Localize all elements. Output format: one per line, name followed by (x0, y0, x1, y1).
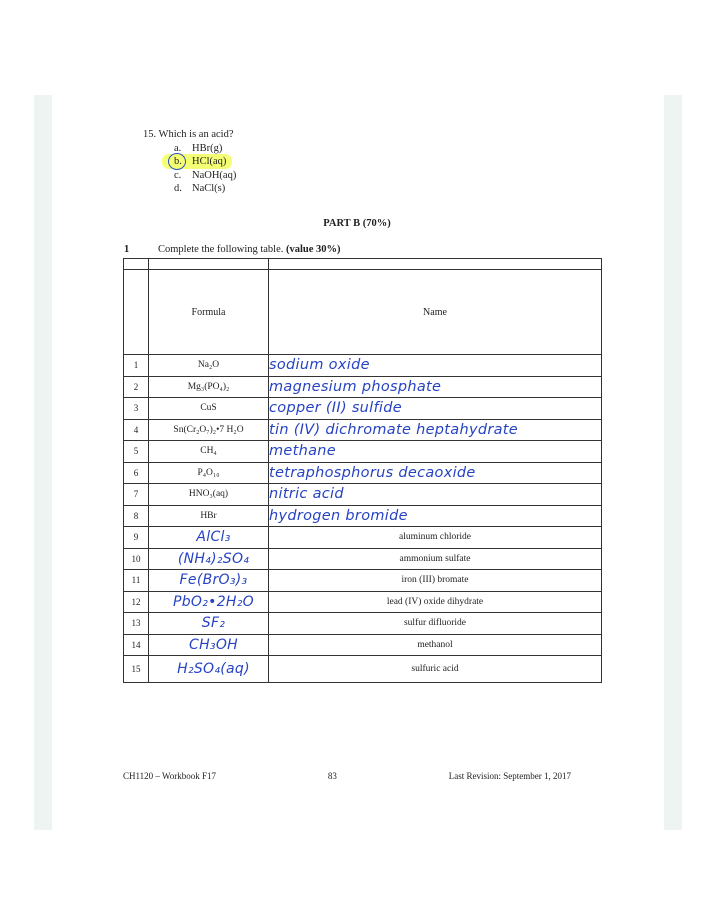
part-heading: PART B (70%) (323, 218, 391, 229)
option-text: NaCl(s) (192, 183, 226, 194)
table-row (124, 419, 602, 441)
handwritten-name-answer[interactable]: methane (269, 441, 602, 463)
table-row (124, 441, 602, 463)
header-formula: Formula (149, 270, 269, 355)
table-row (124, 484, 602, 506)
printed-formula: Mg₃(PO₄)₂ (149, 376, 269, 398)
header-spacer (269, 259, 602, 270)
printed-formula: Na₂O (149, 355, 269, 377)
row-number: 13 (124, 613, 149, 635)
option-d[interactable] (174, 182, 236, 196)
footer-page-number: 83 (327, 771, 337, 781)
printed-name: iron (III) bromate (269, 570, 602, 592)
printed-name: lead (IV) oxide dihydrate (269, 591, 602, 613)
handwritten-name-answer[interactable]: magnesium phosphate (269, 376, 602, 398)
row-number: 11 (124, 570, 149, 592)
table-row (124, 634, 602, 656)
handwritten-formula-answer[interactable]: H₂SO₄(aq) (149, 656, 269, 683)
scan-edge-right (664, 95, 682, 830)
printed-formula: CuS (149, 398, 269, 420)
row-number: 14 (124, 634, 149, 656)
handwritten-formula-answer[interactable]: SF₂ (149, 613, 269, 635)
handwritten-formula-answer[interactable]: CH₃OH (149, 634, 269, 656)
table-row (124, 355, 602, 377)
table-body (124, 355, 602, 683)
printed-name: aluminum chloride (269, 527, 602, 549)
row-number: 1 (124, 355, 149, 377)
nomenclature-table (123, 258, 602, 683)
handwritten-name-answer[interactable]: sodium oxide (269, 355, 602, 377)
question-15 (143, 128, 236, 196)
table-row (124, 505, 602, 527)
row-number: 2 (124, 376, 149, 398)
row-number: 7 (124, 484, 149, 506)
option-text: NaOH(aq) (192, 169, 237, 181)
printed-name: ammonium sulfate (269, 548, 602, 570)
footer-course: CH1120 – Workbook F17 (123, 771, 217, 781)
printed-name: sulfuric acid (269, 656, 602, 683)
table-row (124, 656, 602, 683)
page-footer (123, 771, 571, 781)
question-15-options (174, 142, 236, 196)
printed-formula: HBr (149, 505, 269, 527)
row-number: 3 (124, 398, 149, 420)
header-name: Name (269, 270, 602, 355)
table-row (124, 376, 602, 398)
handwritten-formula-answer[interactable]: Fe(BrO₃)₃ (149, 570, 269, 592)
table-header-row (124, 270, 602, 355)
table-row (124, 527, 602, 549)
question-number: 1 (124, 244, 130, 255)
option-letter: d. (174, 183, 182, 194)
row-number: 8 (124, 505, 149, 527)
row-number: 4 (124, 419, 149, 441)
option-letter: a. (174, 142, 182, 154)
row-number: 10 (124, 548, 149, 570)
instruction-value: (value 30%) (286, 244, 341, 255)
table-row (124, 548, 602, 570)
handwritten-formula-answer[interactable]: PbO₂•2H₂O (149, 591, 269, 613)
table-row (124, 462, 602, 484)
header-spacer (124, 259, 149, 270)
row-number: 15 (124, 656, 149, 683)
option-text: HBr(g) (192, 142, 223, 154)
table-row (124, 570, 602, 592)
option-text: HCl(aq) (192, 156, 227, 167)
handwritten-formula-answer[interactable]: AlCl₃ (149, 527, 269, 549)
option-letter: b. (174, 156, 182, 167)
handwritten-name-answer[interactable]: tetraphosphorus decaoxide (269, 462, 602, 484)
option-a[interactable] (174, 142, 236, 156)
table-row (124, 591, 602, 613)
printed-formula: CH₄ (149, 441, 269, 463)
header-number (124, 270, 149, 355)
handwritten-name-answer[interactable]: nitric acid (269, 484, 602, 506)
header-spacer (149, 259, 269, 270)
handwritten-name-answer[interactable]: hydrogen bromide (269, 505, 602, 527)
printed-formula: Sn(Cr₂O₇)₂•7 H₂O (149, 419, 269, 441)
printed-name: sulfur difluoride (269, 613, 602, 635)
row-number: 5 (124, 441, 149, 463)
footer-revision: Last Revision: September 1, 2017 (448, 771, 571, 781)
printed-formula: P₄O₁₀ (149, 462, 269, 484)
instruction-text: Complete the following table. (158, 244, 284, 255)
option-letter: c. (174, 169, 182, 181)
row-number: 6 (124, 462, 149, 484)
printed-formula: HNO₃(aq) (149, 484, 269, 506)
option-c[interactable] (174, 169, 236, 183)
handwritten-formula-answer[interactable]: (NH₄)₂SO₄ (149, 548, 269, 570)
option-b-selected[interactable] (174, 155, 236, 169)
table-row (124, 398, 602, 420)
scan-edge-left (34, 95, 52, 830)
table-row (124, 613, 602, 635)
row-number: 9 (124, 527, 149, 549)
handwritten-name-answer[interactable]: tin (IV) dichromate heptahydrate (269, 419, 602, 441)
printed-name: methanol (269, 634, 602, 656)
question-15-stem: 15. Which is an acid? (143, 129, 234, 140)
row-number: 12 (124, 591, 149, 613)
handwritten-name-answer[interactable]: copper (II) sulfide (269, 398, 602, 420)
question-1-instruction (124, 244, 341, 255)
